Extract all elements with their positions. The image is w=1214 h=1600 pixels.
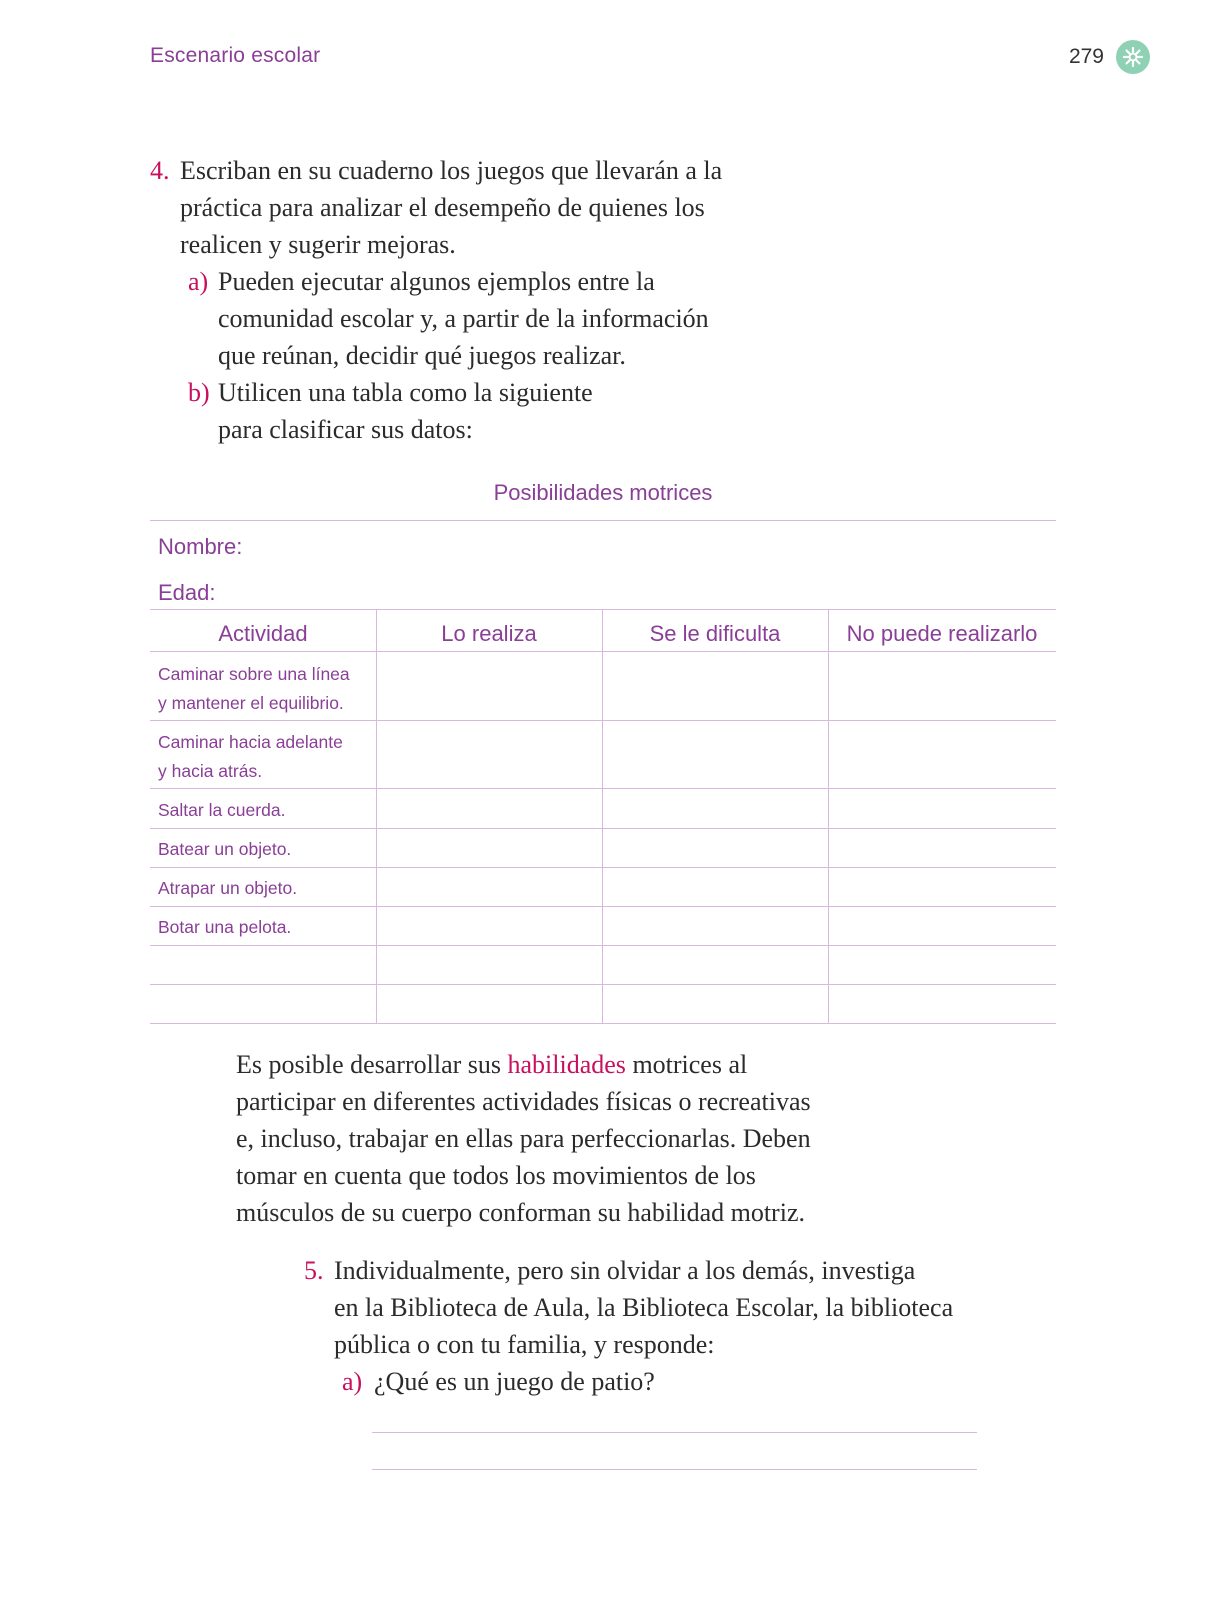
- text-line: músculos de su cuerpo conforman su habilidad motriz.: [236, 1198, 805, 1227]
- section-title: Escenario escolar: [150, 44, 321, 67]
- cell-line: y hacia atrás.: [158, 761, 263, 781]
- text-fragment: motrices al: [625, 1050, 748, 1079]
- column-header-cannot: No puede realizarlo: [846, 621, 1038, 646]
- column-header-activity: Actividad: [218, 621, 308, 646]
- page-header-right: [1069, 40, 1150, 74]
- table-cell-activity: Batear un objeto.: [158, 839, 292, 859]
- flower-icon: [1116, 40, 1150, 74]
- table-top-rule: [150, 520, 1056, 521]
- highlighted-term: habilidades: [507, 1050, 626, 1079]
- item-text: [180, 152, 750, 263]
- text-line: comunidad escolar y, a partir de la información: [218, 304, 709, 333]
- table-bottom-rule: [150, 1023, 1056, 1024]
- text-line: e, incluso, trabajar en ellas para perfeccionarlas. Deben: [236, 1124, 811, 1153]
- info-paragraph: [236, 1046, 856, 1231]
- sub-item-letter: a): [342, 1367, 363, 1396]
- table-cell-activity: Saltar la cuerda.: [158, 800, 286, 820]
- text-fragment: Es posible desarrollar sus: [236, 1050, 508, 1079]
- cell-line: y mantener el equilibrio.: [158, 693, 344, 713]
- column-divider: [376, 609, 377, 1023]
- question-text: ¿Qué es un juego de patio?: [374, 1367, 655, 1396]
- text-line: que reúnan, decidir qué juegos realizar.: [218, 341, 626, 370]
- cell-line: Caminar sobre una línea: [158, 664, 350, 684]
- page-number: 279: [1068, 45, 1104, 68]
- name-label: Nombre:: [158, 534, 243, 559]
- table-row-rule: [150, 720, 1056, 721]
- sub-item-text: [218, 374, 728, 448]
- sub-item-letter: b): [188, 378, 210, 407]
- item-text: [334, 1252, 984, 1363]
- answer-line[interactable]: [372, 1469, 977, 1470]
- text-line: en la Biblioteca de Aula, la Biblioteca Escolar, la biblioteca: [334, 1293, 954, 1322]
- cell-line: Caminar hacia adelante: [158, 732, 343, 752]
- table-row-rule: [150, 828, 1056, 829]
- header-top-rule: [150, 609, 1056, 610]
- table-cell-activity: [158, 660, 368, 718]
- table-row-rule: [150, 788, 1056, 789]
- column-header-difficult: Se le dificulta: [649, 621, 781, 646]
- flower-icon-glyph: [1121, 45, 1145, 69]
- column-divider: [828, 609, 829, 1023]
- column-header-does-it: Lo realiza: [441, 621, 537, 646]
- table-row-rule: [150, 984, 1056, 985]
- table-title: Posibilidades motrices: [493, 480, 713, 505]
- header-bottom-rule: [150, 651, 1056, 652]
- table-cell-activity: Atrapar un objeto.: [158, 878, 298, 898]
- table-cell-activity: Botar una pelota.: [158, 917, 292, 937]
- text-line: [236, 1046, 856, 1083]
- sub-item-letter: a): [188, 267, 209, 296]
- text-line: Individualmente, pero sin olvidar a los demás, investiga: [334, 1256, 916, 1285]
- table-cell-activity: [158, 728, 368, 786]
- table-row-rule: [150, 867, 1056, 868]
- item-number: 5.: [304, 1256, 324, 1285]
- table-row-rule: [150, 945, 1056, 946]
- text-line: práctica para analizar el desempeño de quienes los: [180, 193, 705, 222]
- text-line: tomar en cuenta que todos los movimientos de los: [236, 1161, 756, 1190]
- text-line: Pueden ejecutar algunos ejemplos entre la: [218, 267, 655, 296]
- text-line: Escriban en su cuaderno los juegos que llevarán a la: [180, 156, 723, 185]
- text-line: para clasificar sus datos:: [218, 415, 473, 444]
- text-line: participar en diferentes actividades físicas o recreativas: [236, 1087, 811, 1116]
- text-line: pública o con tu familia, y responde:: [334, 1330, 715, 1359]
- item-number: 4.: [150, 156, 170, 185]
- age-label: Edad:: [158, 580, 216, 605]
- text-line: realicen y sugerir mejoras.: [180, 230, 456, 259]
- table-row-rule: [150, 906, 1056, 907]
- answer-line[interactable]: [372, 1432, 977, 1433]
- column-divider: [602, 609, 603, 1023]
- sub-item-text: [218, 263, 728, 374]
- text-line: Utilicen una tabla como la siguiente: [218, 378, 593, 407]
